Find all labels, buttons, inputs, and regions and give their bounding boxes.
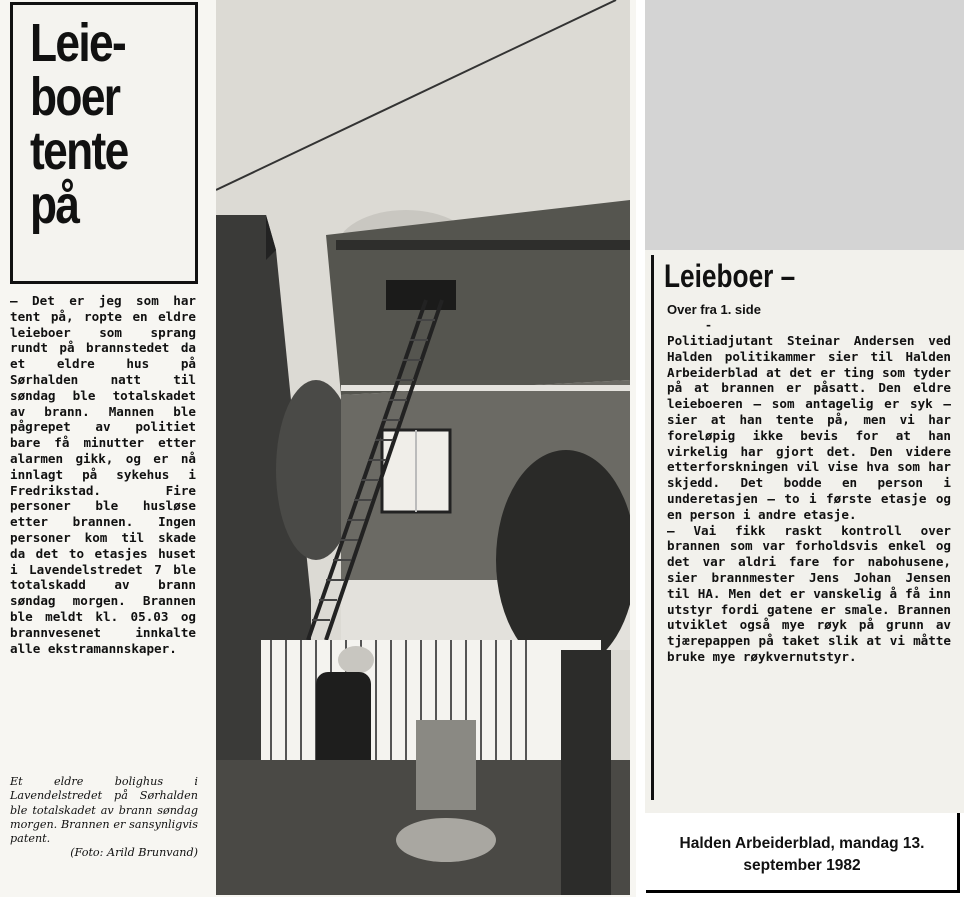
source-line: september 1982: [743, 857, 861, 874]
paragraph: – Vai fikk raskt kontroll over brannen som var forholdsvis enkel og det var aldri fare for nabohusene, sier brannmester Jens Johan Jensen til HA. Men det er vanskelig å få inn utstyr fordi gatene er smale. Brannen utviklet også mye røyk på grunn av tjærepappen på taket slik at vi måtte bruke mye røykvernutstyr.: [667, 522, 951, 664]
headline: [30, 13, 161, 235]
paragraph: Politiadjutant Steinar Andersen ved Halden politikammer sier til Halden Arbeiderblad at det er ting som tyder på at brannen er påsatt. Den eldre leieboeren – som antagelig er syk – sier at han tente på, men vi har foreløpig ikke bevis for at han virkelig har gjort det. Den videre etterforskningen vil vise hva som har skjedd. Det bodde en person i underetasjen – to i første etasje og en person i andre etasje.: [667, 333, 951, 522]
continuation-title: Leieboer –: [664, 258, 796, 294]
dash-mark: -: [706, 318, 711, 332]
gray-background: [645, 0, 964, 250]
source-line: Halden Arbeiderblad, mandag 13.: [679, 835, 925, 852]
source-label-box: [646, 813, 960, 893]
house-fire-illustration: [216, 0, 630, 895]
fire-photo: [216, 0, 630, 895]
photo-caption: [10, 775, 198, 861]
photo-credit: (Foto: Arild Brunvand): [70, 846, 198, 860]
article-body-right: [667, 333, 951, 665]
source-label: [646, 833, 958, 877]
headline-line: Leie-: [30, 13, 126, 73]
headline-line: boer: [30, 67, 120, 127]
continuation-subtitle: Over fra 1. side: [667, 302, 761, 317]
headline-line: på: [30, 175, 79, 235]
article-body-left: – Det er jeg som har tent på, ropte en eldre leieboer som sprang rundt på brannstedet da et eldre hus på Sørhalden natt til søndag ble totalskadet av brann. Mannen ble pågrepet av politiet bare få minutter etter alarmen gikk, og er nå innlagt på sykehus i Fredrikstad. Fire personer ble husløse etter brannen. Ingen personer kom til skade da det to etasjes huset i Lavendelstredet 7 ble totalskadd av brann søndag morgen. Brannen ble meldt kl. 05.03 og brannvesenet innkalte alle ekstramannskaper.: [10, 293, 196, 656]
caption-text: Et eldre bolighus i Lavendelstredet på Sørhalden ble totalskadet av brann søndag morgen. Brannen er sansynligvis patent.: [10, 775, 198, 846]
column-gap: [637, 0, 645, 897]
headline-line: tente: [30, 121, 128, 181]
vertical-rule: [651, 255, 654, 800]
